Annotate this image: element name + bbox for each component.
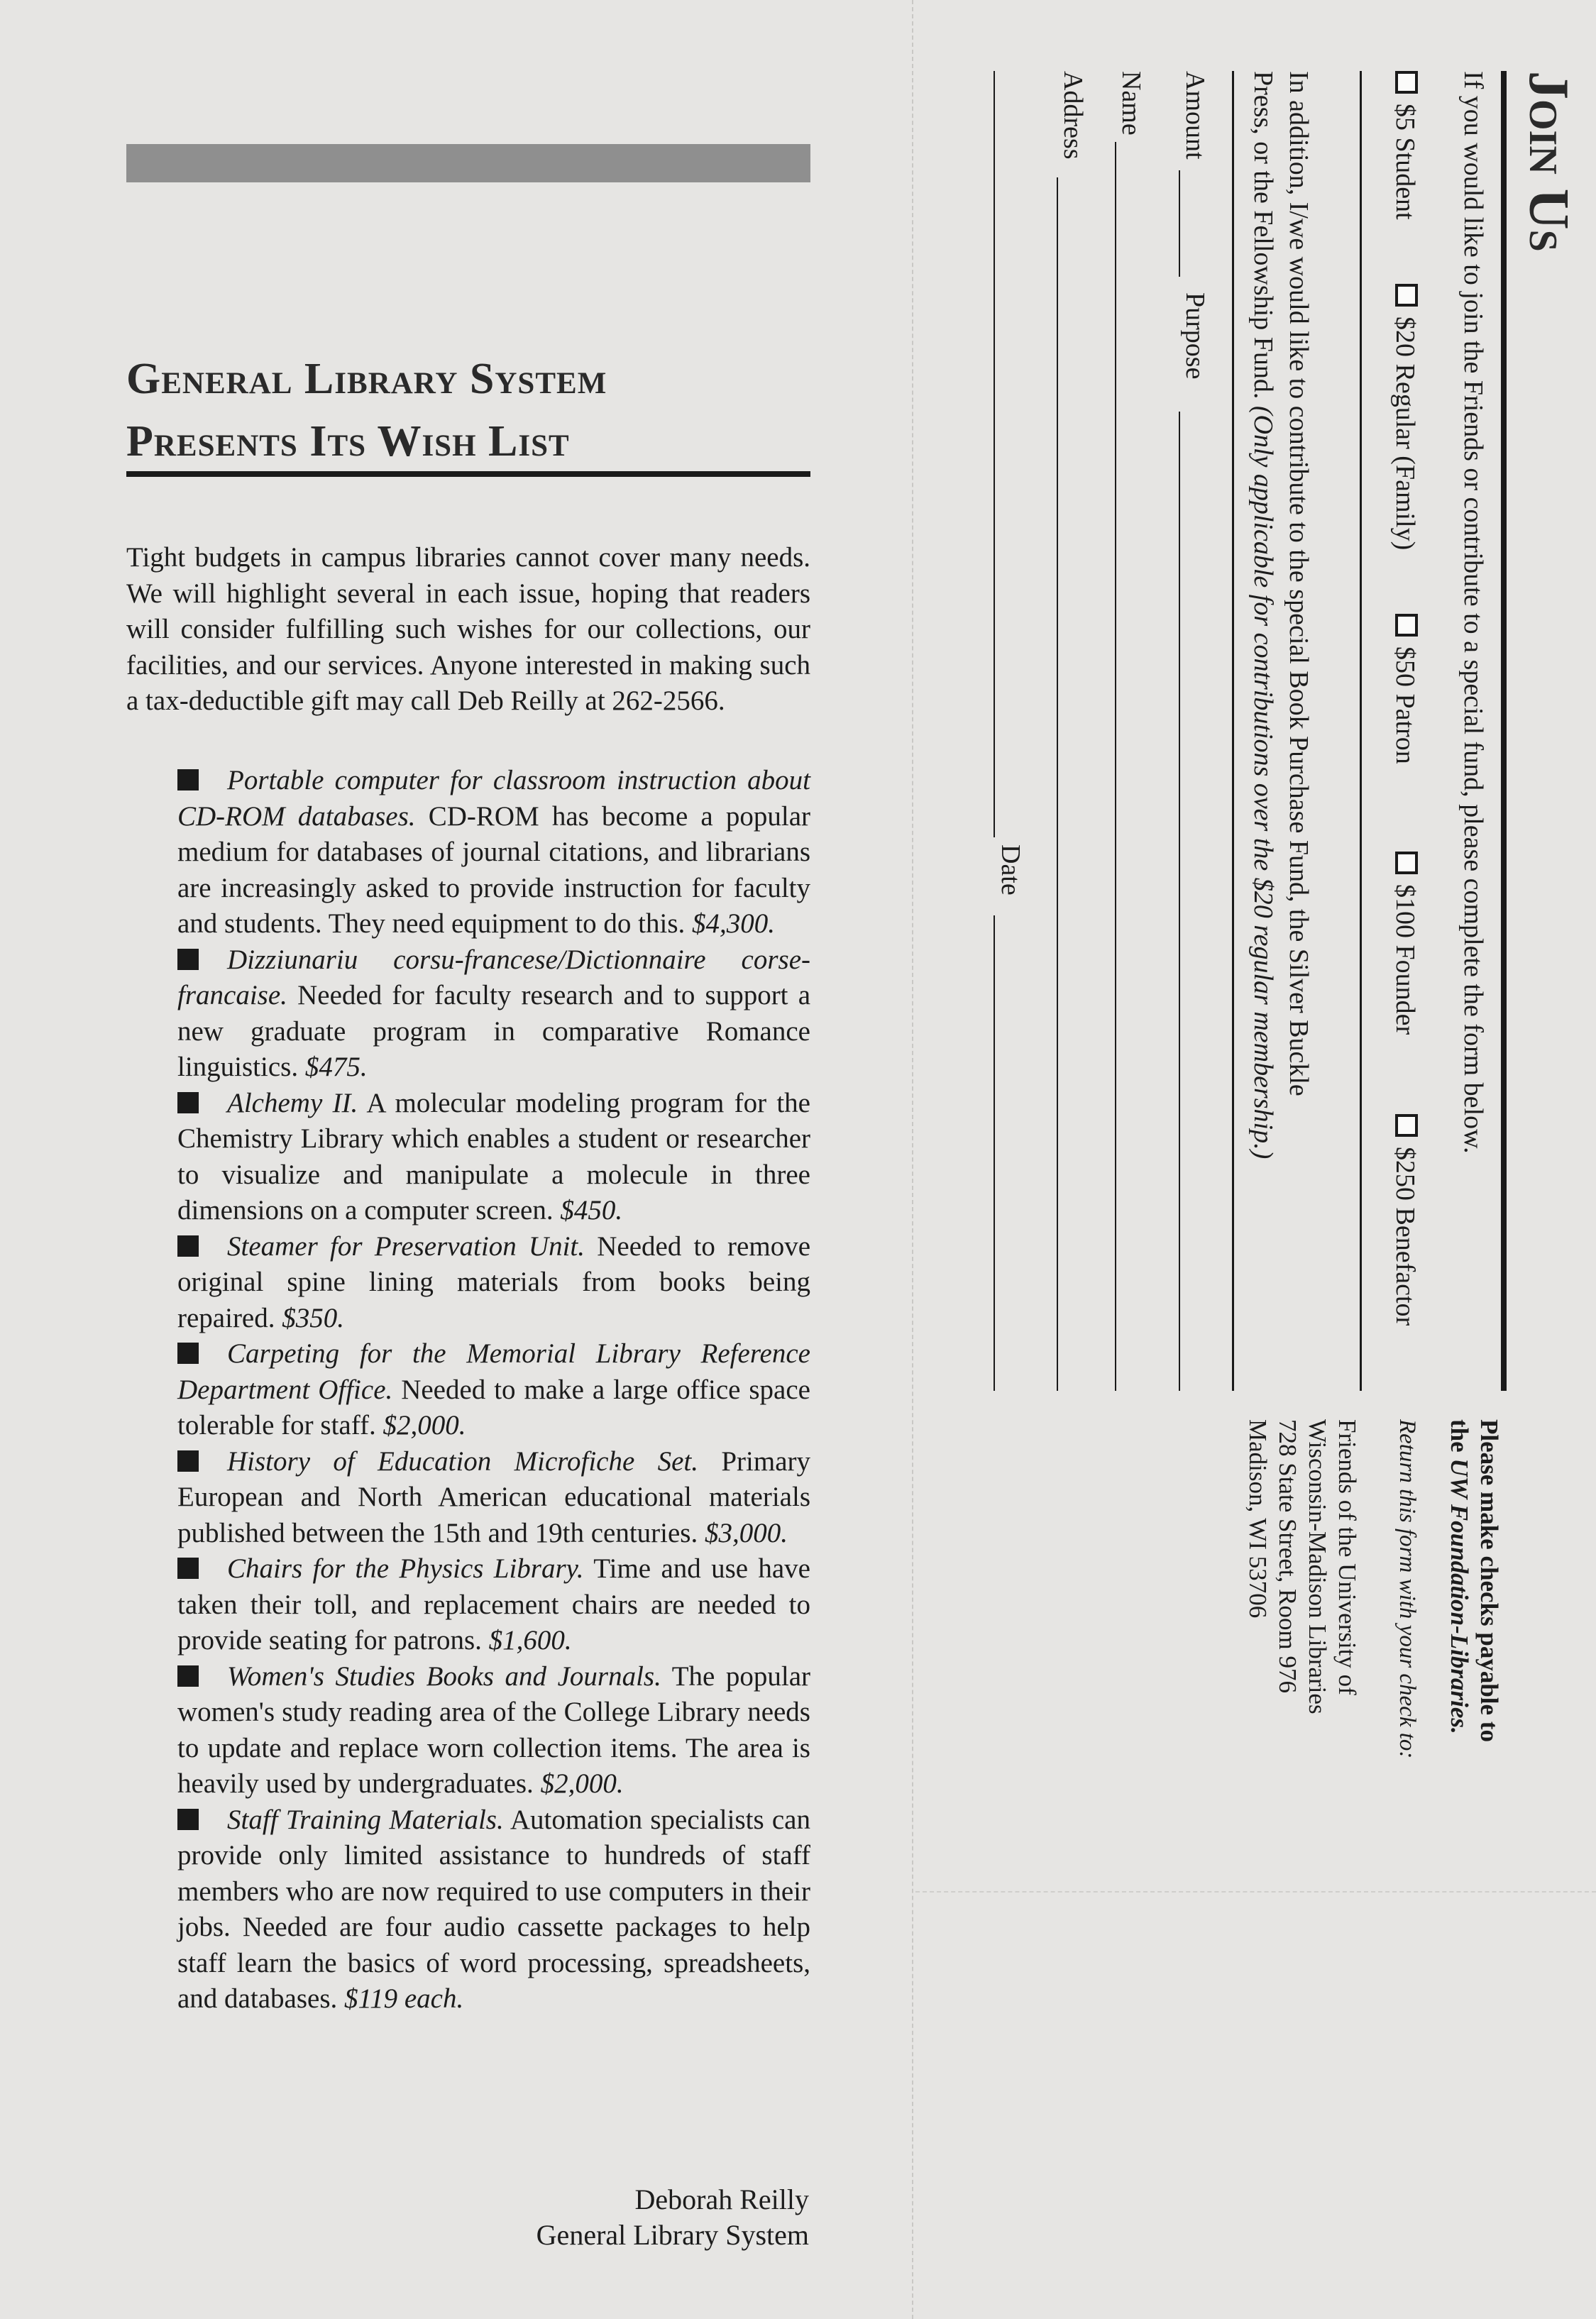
wish-list-title-line1: General Library System (126, 355, 607, 403)
join-us-title: Join Us (1517, 71, 1580, 252)
item-description: Needed to make a large office space tolerable for staff. (177, 1374, 810, 1441)
date-label: Date (996, 844, 1025, 896)
join-us-rule (1501, 71, 1507, 1391)
checkbox-icon[interactable] (1395, 614, 1418, 637)
square-bullet-icon (177, 1558, 199, 1579)
option-label: $20 Regular (Family) (1390, 316, 1420, 551)
square-bullet-icon (177, 1450, 199, 1472)
item-title: Alchemy II. (227, 1087, 358, 1118)
decorative-gray-bar (126, 144, 810, 182)
address-field[interactable] (1057, 177, 1058, 1391)
checkbox-icon[interactable] (1395, 852, 1418, 874)
wish-list-item (177, 1551, 810, 1659)
option-benefactor[interactable] (1387, 1114, 1423, 1326)
item-price: $350. (282, 1302, 344, 1333)
option-label: $250 Benefactor (1390, 1147, 1420, 1326)
item-price: $2,000. (383, 1410, 466, 1441)
membership-options (1383, 71, 1423, 1391)
square-bullet-icon (177, 1343, 199, 1364)
item-title: Staff Training Materials. (227, 1804, 504, 1835)
wish-list-title (126, 348, 810, 473)
option-founder[interactable] (1387, 852, 1423, 1035)
item-title: History of Education Microfiche Set. (227, 1445, 699, 1477)
checkbox-icon[interactable] (1395, 71, 1418, 94)
option-patron[interactable] (1387, 614, 1423, 764)
item-description: Automation specialists can provide only limited assistance to hundreds of staff members who are now required to use computers in their jobs. Needed are four audio cassette packages to help staff learn the basics of word processing, spreadsheets, and databases. (177, 1804, 810, 2014)
wish-list-items (177, 763, 810, 2017)
contribution-rule (1232, 71, 1234, 1391)
join-us-intro: If you would like to join the Friends or contribute to a special fund, please complete the form below. (1458, 71, 1488, 1154)
item-description: Needed for faculty research and to support a new graduate program in comparative Romance linguistics. (177, 980, 811, 1082)
item-title: Steamer for Preservation Unit. (227, 1230, 585, 1262)
square-bullet-icon (177, 1092, 199, 1113)
item-price: $119 each. (344, 1983, 464, 2014)
wish-list-item (177, 1659, 810, 1802)
address-line: Madison, WI 53706 (1244, 1419, 1272, 1619)
title-rule (126, 471, 810, 477)
item-title: Portable computer for classroom instruction about CD-ROM databases. (177, 765, 810, 832)
address-line: Wisconsin-Madison Libraries (1304, 1419, 1331, 1714)
option-label: $100 Founder (1390, 884, 1420, 1035)
checks-org: UW Foundation-Libraries. (1446, 1458, 1473, 1734)
signature-name: Deborah Reilly (634, 2183, 809, 2215)
contribution-line2: Press, or the Fellowship Fund. (1248, 71, 1278, 400)
item-description: CD-ROM has become a popular medium for databases of journal citations, and librarians are increasingly asked to provide instruction for faculty and students. They need equipment to do this. (177, 800, 811, 939)
item-description: Needed to remove original spine lining materials from books being repaired. (177, 1230, 810, 1333)
square-bullet-icon (177, 1665, 199, 1687)
wish-list-item (177, 1444, 810, 1552)
address-field-line2[interactable] (994, 71, 995, 837)
square-bullet-icon (177, 1809, 199, 1830)
contribution-line1: In addition, I/we would like to contribute to the special Book Purchase Fund, the Silver Buckle (1284, 71, 1314, 1096)
item-title: Women's Studies Books and Journals. (227, 1660, 661, 1692)
item-title: Chairs for the Physics Library. (227, 1553, 584, 1584)
wish-list-intro: Tight budgets in campus libraries cannot cover many needs. We will highlight several in each issue, hoping that readers will consider fulfilling such wishes for our collections, our facilities, and our services. Anyone interested in making such a tax-deductible gift may call Deb Reilly at 262-2566. (126, 542, 810, 716)
item-description: The popular women's study reading area of the College Library needs to update and replace worn collection items. The area is heavily used by undergraduates. (177, 1660, 811, 1799)
option-label: $5 Student (1390, 104, 1420, 220)
join-us-panel (912, 0, 1596, 2319)
item-description: Time and use have taken their toll, and replacement chairs are needed to provide seating for patrons. (177, 1553, 810, 1656)
item-price: $3,000. (704, 1517, 788, 1548)
square-bullet-icon (177, 769, 199, 791)
item-price: $1,600. (488, 1625, 572, 1656)
option-student[interactable] (1387, 71, 1423, 220)
item-price: $450. (560, 1195, 623, 1225)
checks-line1: Please make checks payable to (1475, 1419, 1503, 1742)
square-bullet-icon (177, 1235, 199, 1257)
checks-payable (1444, 1419, 1504, 1916)
purpose-label: Purpose (1180, 292, 1210, 380)
wish-list-item (177, 1336, 810, 1444)
wish-list-item (177, 1802, 810, 2017)
address-line: Friends of the University of (1333, 1419, 1361, 1695)
option-label: $50 Patron (1390, 646, 1420, 764)
item-description: Primary European and North American educational materials published between the 15th and 19th centuries. (177, 1445, 810, 1548)
return-note: Return this form with your check to: (1394, 1419, 1420, 1759)
purpose-field[interactable] (1179, 412, 1180, 1391)
wish-list-item (177, 942, 810, 1086)
checkbox-icon[interactable] (1395, 1114, 1418, 1137)
address-label: Address (1058, 71, 1088, 160)
contribution-text (1245, 71, 1316, 1391)
item-price: $2,000. (540, 1768, 624, 1799)
amount-label: Amount (1180, 71, 1210, 160)
option-regular-family[interactable] (1387, 284, 1423, 550)
address-line: 728 State Street, Room 976 (1274, 1419, 1301, 1693)
checkbox-icon[interactable] (1395, 284, 1418, 307)
item-price: $4,300. (692, 908, 776, 939)
mailing-address (1243, 1419, 1362, 1916)
wish-list-title-line2: Presents Its Wish List (126, 417, 570, 466)
signature-org: General Library System (536, 2219, 809, 2251)
name-label: Name (1116, 71, 1146, 136)
square-bullet-icon (177, 949, 199, 970)
wish-list-item (177, 1229, 810, 1337)
item-title: Dizziunariu corsu-francese/Dictionnaire corse-francaise. (177, 944, 810, 1010)
amount-field[interactable] (1179, 170, 1180, 277)
contribution-note: (Only applicable for contributions over the $20 regular membership.) (1248, 405, 1278, 1160)
signature (397, 2182, 809, 2253)
item-title: Carpeting for the Memorial Library Reference Department Office. (177, 1338, 810, 1405)
name-field[interactable] (1115, 142, 1116, 1391)
wish-list-item (177, 763, 810, 942)
wish-list-item (177, 1086, 810, 1229)
item-price: $475. (304, 1052, 368, 1082)
date-field[interactable] (994, 915, 995, 1391)
checks-line2-prefix: the (1446, 1419, 1473, 1453)
item-description: A molecular modeling program for the Chemistry Library which enables a student or researcher to visualize and manipulate a molecule in three dimensions on a computer screen. (177, 1087, 810, 1225)
options-rule (1360, 71, 1362, 1391)
